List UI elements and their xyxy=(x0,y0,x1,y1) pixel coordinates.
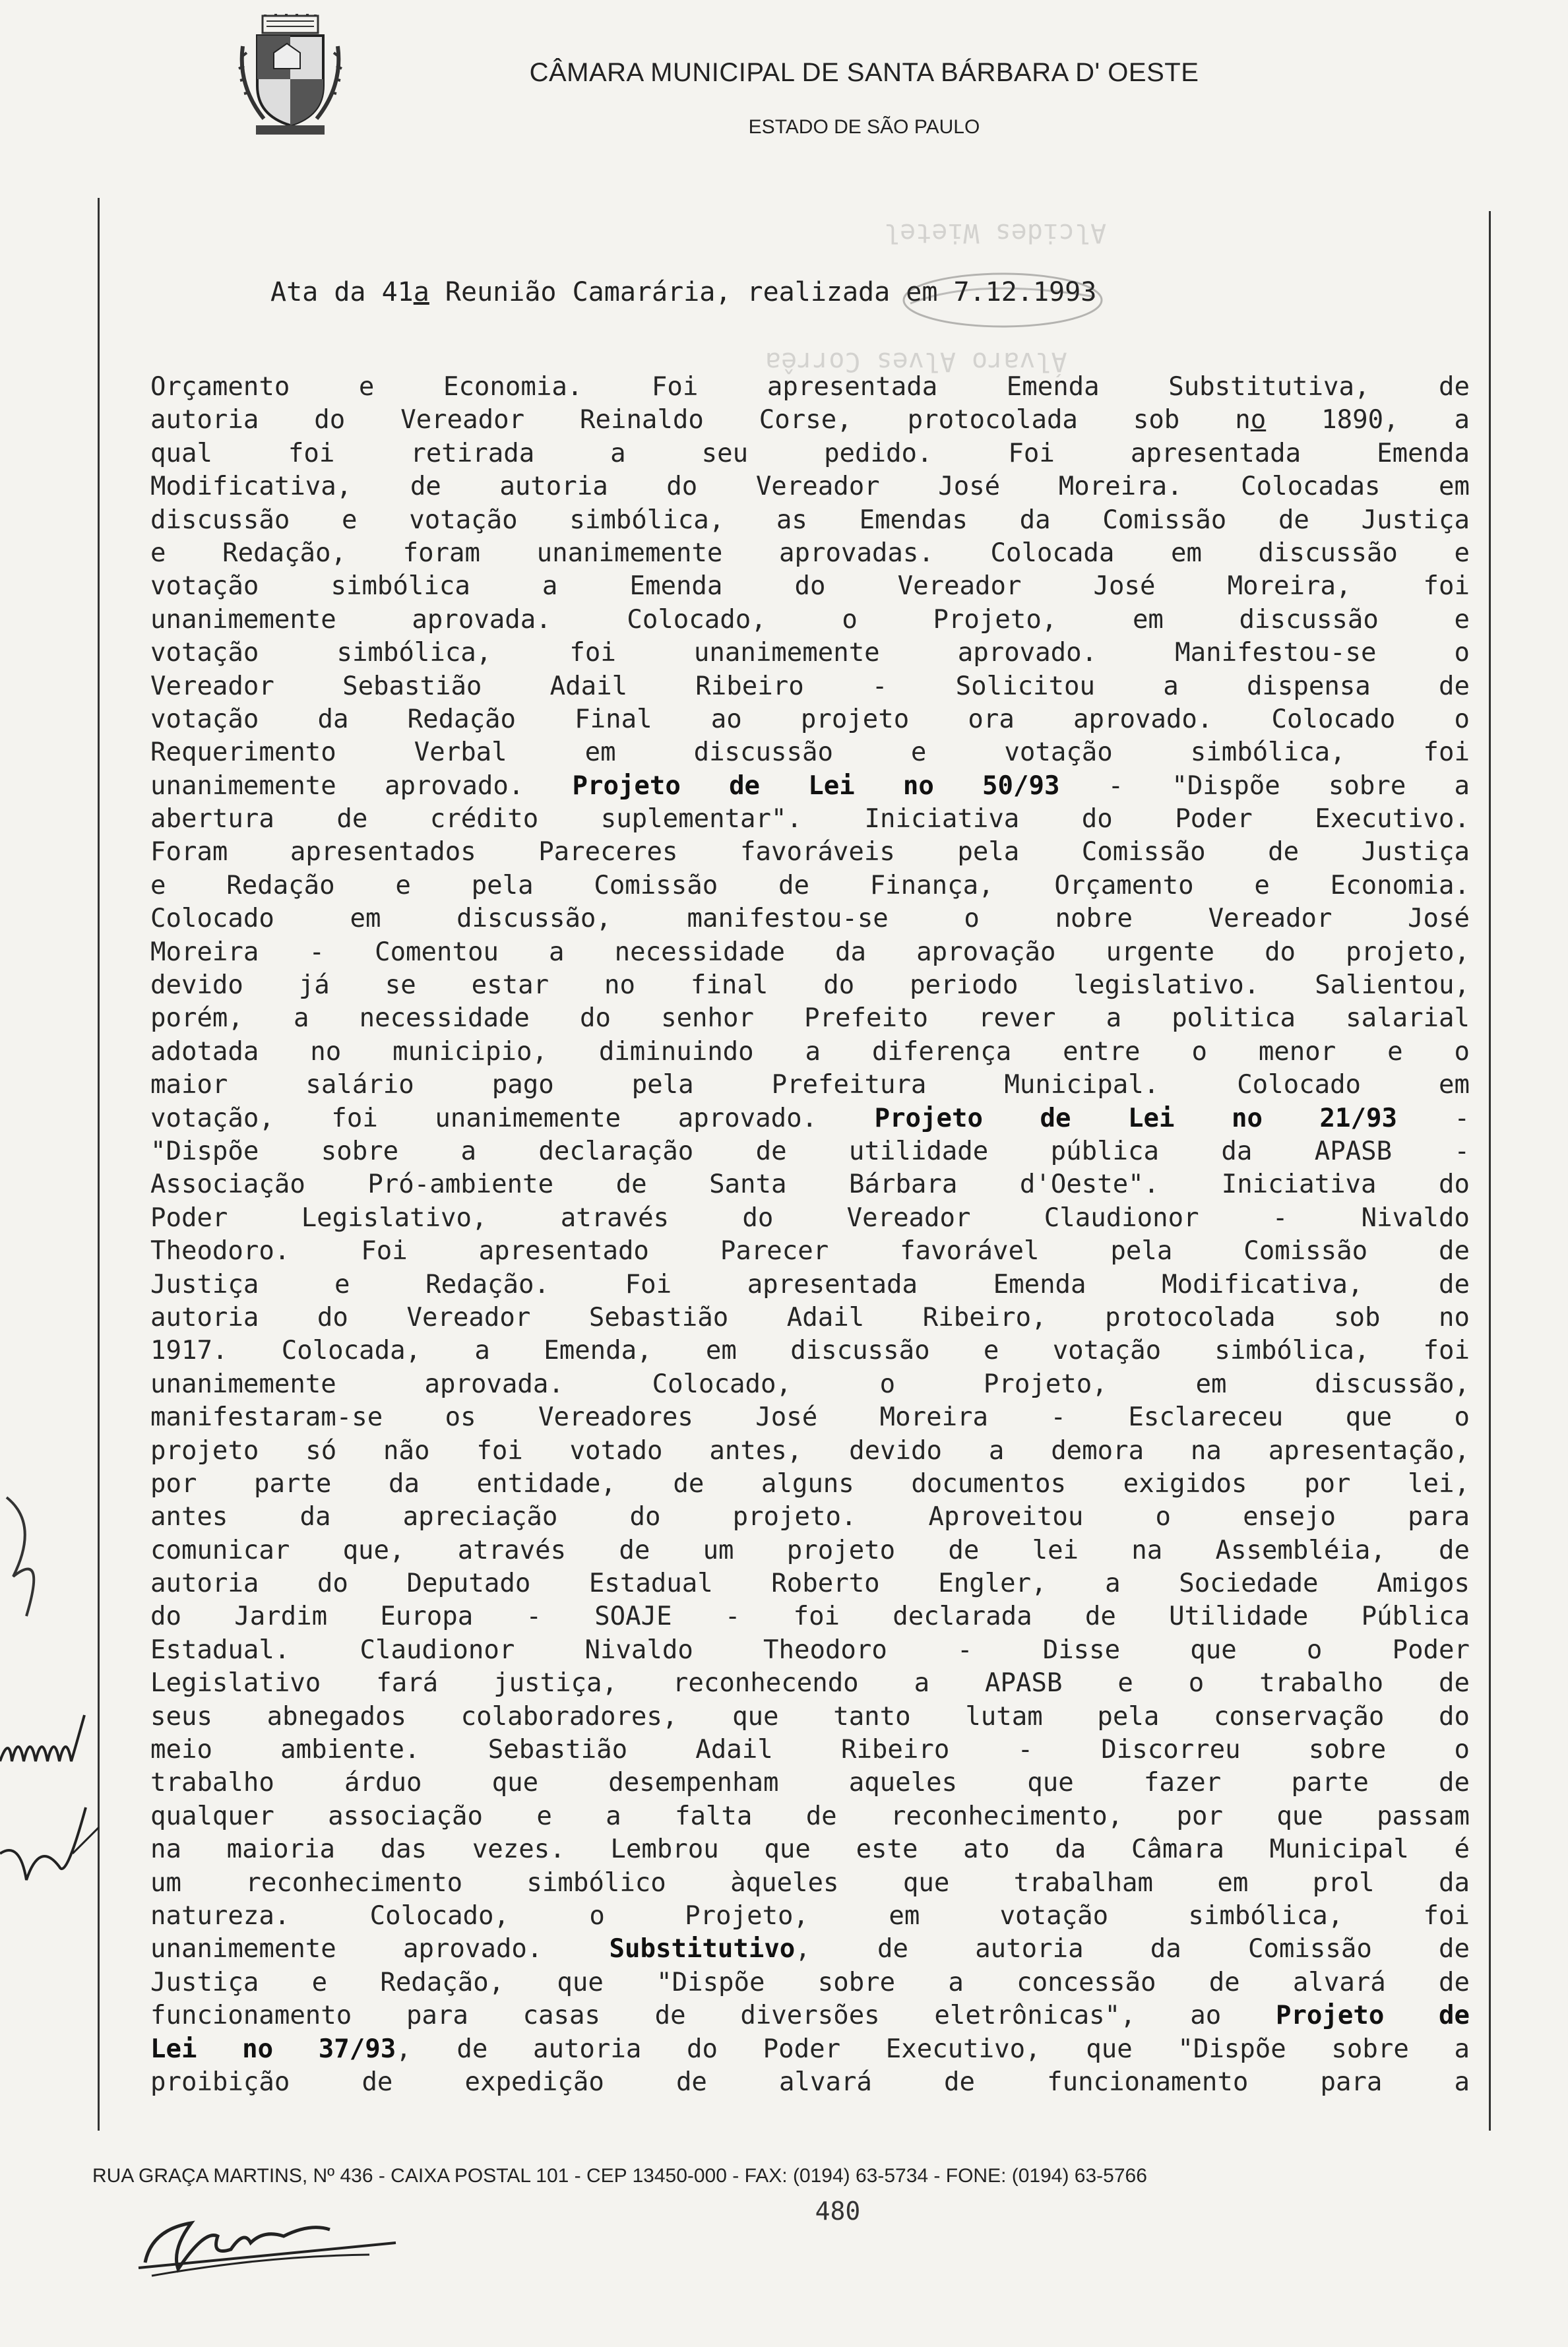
body-line xyxy=(150,1701,1470,1734)
body-line xyxy=(150,504,1470,537)
line-text: "Dispõe sobre a declaração de utilidade pública da APASB - xyxy=(150,1136,1470,1166)
ordinal-marker: o xyxy=(1250,405,1267,435)
line-text: qual foi retirada a seu pedido. Foi apresentada Emenda xyxy=(150,438,1470,468)
body-line xyxy=(150,1268,1470,1301)
line-text: natureza. Colocado, o Projeto, em votação simbólica, foi xyxy=(150,1900,1470,1931)
body-line xyxy=(150,902,1470,935)
line-text: um reconhecimento simbólico àqueles que trabalham em prol da xyxy=(150,1867,1470,1898)
line-text: e Redação e pela Comissão de Finança, Orçamento e Economia. xyxy=(150,870,1470,900)
body-line xyxy=(150,869,1470,902)
line-text: - xyxy=(1396,1103,1470,1133)
body-line xyxy=(150,1468,1470,1501)
bleed-through-name-1: Alcides Wietel xyxy=(884,218,1107,248)
document-title xyxy=(270,277,1392,307)
body-line xyxy=(150,1002,1470,1035)
line-text: autoria do Vereador Sebastião Adail Ribeiro, protocolada sob no xyxy=(150,1302,1470,1332)
body-line xyxy=(150,2066,1470,2099)
body-line xyxy=(150,969,1470,1002)
line-text: unanimemente aprovada. Colocado, o Projeto, em discussão, xyxy=(150,1369,1470,1399)
body-line xyxy=(150,1168,1470,1201)
body-line xyxy=(150,637,1470,670)
line-text: Requerimento Verbal em discussão e votação simbólica, foi xyxy=(150,737,1470,768)
line-text: Orçamento e Economia. Foi apresentada Emenda Substitutiva, de xyxy=(150,372,1470,402)
line-text: funcionamento para casas de diversões eletrônicas", ao xyxy=(150,2001,1276,2031)
body-line xyxy=(150,1435,1470,1468)
body-line xyxy=(150,1501,1470,1534)
body-line xyxy=(150,1401,1470,1434)
line-text: Moreira - Comentou a necessidade da aprovação urgente do projeto, xyxy=(150,937,1470,967)
line-text: - "Dispõe sobre a xyxy=(1059,770,1470,801)
line-text: e Redação, foram unanimemente aprovadas. Colocada em discussão e xyxy=(150,538,1470,568)
body-line xyxy=(150,2033,1470,2066)
body-line xyxy=(150,604,1470,637)
margin-signatures xyxy=(0,1484,99,1946)
title-rest: Reunião Camarária, realizada em 7.12.1993 xyxy=(429,277,1097,307)
line-text: adotada no municipio, diminuindo a diferença entre o menor e o xyxy=(150,1036,1470,1067)
line-text: discussão e votação simbólica, as Emendas da Comissão de Justiça xyxy=(150,505,1470,535)
line-text: 1890, a xyxy=(1266,405,1470,435)
body-line xyxy=(150,470,1470,503)
line-text: Modificativa, de autoria do Vereador José Moreira. Colocadas em xyxy=(150,472,1470,502)
line-text: Poder Legislativo, através do Vereador Claudionor - Nivaldo xyxy=(150,1203,1470,1233)
body-line xyxy=(150,1069,1470,1102)
stamp-mark xyxy=(897,264,1108,336)
line-text: Vereador Sebastião Adail Ribeiro - Solicitou a dispensa de xyxy=(150,671,1470,701)
line-text: Foram apresentados Pareceres favoráveis pela Comissão de Justiça xyxy=(150,837,1470,867)
organization-state: ESTADO DE SÃO PAULO xyxy=(748,116,980,138)
body-line xyxy=(150,371,1470,404)
frame-right-line xyxy=(1489,211,1491,2131)
body-line xyxy=(150,703,1470,736)
line-text: , de autoria da Comissão de xyxy=(795,1934,1470,1964)
line-text: , de autoria do Poder Executivo, que "Dispõe sobre a xyxy=(396,2034,1470,2064)
body-line xyxy=(150,836,1470,869)
line-text: votação simbólica, foi unanimemente aprovado. Manifestou-se o xyxy=(150,638,1470,668)
bold-reference: Lei no 37/93 xyxy=(150,2034,396,2064)
body-line xyxy=(150,1767,1470,1799)
body-line xyxy=(150,437,1470,470)
bleed-through-name-2: Álvaro Alves Corrêa xyxy=(765,346,1067,377)
body-line xyxy=(150,1567,1470,1600)
line-text: autoria do Deputado Estadual Roberto Engler, a Sociedade Amigos xyxy=(150,1569,1470,1599)
body-line xyxy=(150,1867,1470,1900)
line-text: votação da Redação Final ao projeto ora aprovado. Colocado o xyxy=(150,704,1470,734)
body-line xyxy=(150,1734,1470,1767)
line-text: por parte da entidade, de alguns documentos exigidos por lei, xyxy=(150,1468,1470,1499)
body-line xyxy=(150,404,1470,437)
footer-address: RUA GRAÇA MARTINS, Nº 436 - CAIXA POSTAL 101 - CEP 13450-000 - FAX: (0194) 63-5734 - FONE: (0194) 63-5766 xyxy=(92,2165,1147,2187)
line-text: unanimemente aprovado. xyxy=(150,1934,610,1964)
line-text: abertura de crédito suplementar". Iniciativa do Poder Executivo. xyxy=(150,804,1470,834)
body-line xyxy=(150,1833,1470,1866)
body-line xyxy=(150,1600,1470,1633)
line-text: na maioria das vezes. Lembrou que este ato da Câmara Municipal é xyxy=(150,1834,1470,1865)
line-text: autoria do Vereador Reinaldo Corse, protocolada sob n xyxy=(150,405,1251,435)
line-text: seus abnegados colaboradores, que tanto lutam pela conservação do xyxy=(150,1701,1470,1732)
bold-reference: Projeto de xyxy=(1275,2001,1470,2031)
body-line xyxy=(150,1900,1470,1933)
line-text: Theodoro. Foi apresentado Parecer favorável pela Comissão de xyxy=(150,1236,1470,1267)
body-line xyxy=(150,1334,1470,1367)
bold-reference: Projeto de Lei no 21/93 xyxy=(874,1103,1397,1133)
body-line xyxy=(150,736,1470,769)
line-text: trabalho árduo que desempenham aqueles que fazer parte de xyxy=(150,1768,1470,1798)
line-text: meio ambiente. Sebastião Adail Ribeiro - Discorreu sobre o xyxy=(150,1735,1470,1765)
municipal-coat-of-arms xyxy=(237,13,343,139)
line-text: devido já se estar no final do periodo legislativo. Salientou, xyxy=(150,970,1470,1001)
body-line xyxy=(150,537,1470,570)
bold-reference: Projeto de Lei no 50/93 xyxy=(572,770,1060,801)
line-text: unanimemente aprovada. Colocado, o Projeto, em discussão e xyxy=(150,604,1470,635)
footer-signature xyxy=(132,2190,409,2282)
line-text: votação, foi unanimemente aprovado. xyxy=(150,1103,875,1133)
body-line xyxy=(150,1999,1470,2032)
line-text: Legislativo fará justiça, reconhecendo a APASB e o trabalho de xyxy=(150,1668,1470,1699)
body-line xyxy=(150,936,1470,969)
body-line xyxy=(150,1933,1470,1966)
body-line xyxy=(150,1235,1470,1268)
line-text: porém, a necessidade do senhor Prefeito rever a politica salarial xyxy=(150,1003,1470,1034)
organization-name: CÂMARA MUNICIPAL DE SANTA BÁRBARA D' OESTE xyxy=(529,58,1199,87)
document-body xyxy=(150,371,1470,2099)
line-text: Estadual. Claudionor Nivaldo Theodoro - Disse que o Poder xyxy=(150,1635,1470,1665)
line-text: 1917. Colocada, a Emenda, em discussão e votação simbólica, foi xyxy=(150,1336,1470,1366)
line-text: projeto só não foi votado antes, devido a demora na apresentação, xyxy=(150,1435,1470,1466)
title-ordinal: a xyxy=(413,277,429,307)
body-line xyxy=(150,1534,1470,1567)
line-text: unanimemente aprovado. xyxy=(150,770,573,801)
page-number: 480 xyxy=(815,2197,861,2226)
body-line xyxy=(150,1800,1470,1833)
body-line xyxy=(150,770,1470,803)
body-line xyxy=(150,1301,1470,1334)
body-line xyxy=(150,1368,1470,1401)
line-text: proibição de expedição de alvará de funcionamento para a xyxy=(150,2067,1470,2097)
title-prefix: Ata da 41 xyxy=(270,277,414,307)
line-text: comunicar que, através de um projeto de lei na Assembléia, de xyxy=(150,1535,1470,1565)
line-text: do Jardim Europa - SOAJE - foi declarada de Utilidade Pública xyxy=(150,1602,1470,1632)
body-line xyxy=(150,1102,1470,1135)
body-line xyxy=(150,570,1470,603)
line-text: Associação Pró-ambiente de Santa Bárbara d'Oeste". Iniciativa do xyxy=(150,1170,1470,1200)
line-text: qualquer associação e a falta de reconhecimento, por que passam xyxy=(150,1801,1470,1831)
body-line xyxy=(150,1202,1470,1235)
line-text: maior salário pago pela Prefeitura Municipal. Colocado em xyxy=(150,1070,1470,1100)
line-text: manifestaram-se os Vereadores José Moreira - Esclareceu que o xyxy=(150,1402,1470,1433)
body-line xyxy=(150,1966,1470,1999)
body-line xyxy=(150,1634,1470,1667)
body-line xyxy=(150,1135,1470,1168)
line-text: Colocado em discussão, manifestou-se o nobre Vereador José xyxy=(150,904,1470,934)
body-line xyxy=(150,803,1470,836)
line-text: votação simbólica a Emenda do Vereador José Moreira, foi xyxy=(150,571,1470,602)
bold-reference: Substitutivo xyxy=(609,1934,796,1964)
line-text: Justiça e Redação. Foi apresentada Emenda Modificativa, de xyxy=(150,1269,1470,1299)
line-text: Justiça e Redação, que "Dispõe sobre a concessão de alvará de xyxy=(150,1967,1470,1997)
body-line xyxy=(150,1036,1470,1069)
body-line xyxy=(150,1667,1470,1700)
line-text: antes da apreciação do projeto. Aproveitou o ensejo para xyxy=(150,1502,1470,1532)
body-line xyxy=(150,670,1470,703)
